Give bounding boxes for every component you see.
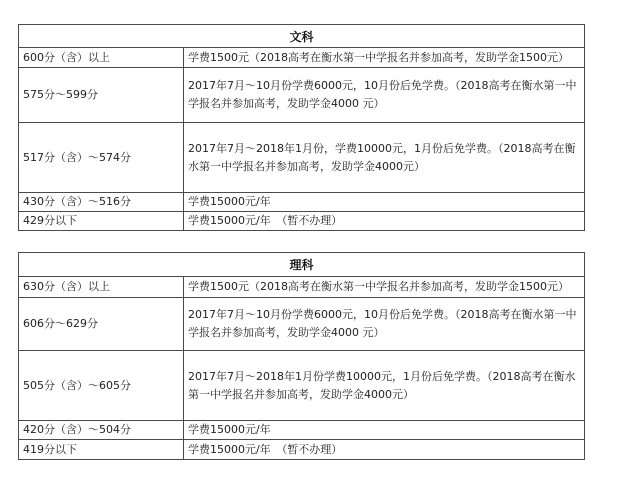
science-fee-table bbox=[18, 252, 585, 460]
fee-line: 学报名并参加高考，发助学金4000 元） bbox=[188, 97, 385, 110]
fee-cell bbox=[184, 298, 585, 351]
table-row bbox=[19, 351, 585, 421]
score-range-cell: 505分（含）～605分 bbox=[19, 351, 184, 421]
fee-cell bbox=[184, 277, 585, 298]
fee-cell bbox=[184, 193, 585, 212]
fee-line: 学费15000元/年 bbox=[188, 423, 271, 436]
fee-line: 水第一中学报名并参加高考，发助学金4000元） bbox=[188, 159, 425, 173]
fee-cell bbox=[184, 351, 585, 421]
score-range-cell: 429分以下 bbox=[19, 212, 184, 231]
table-row bbox=[19, 212, 585, 231]
score-range-cell: 419分以下 bbox=[19, 440, 184, 460]
fee-line: 学费15000元/年 bbox=[188, 195, 271, 208]
table-row bbox=[19, 48, 585, 68]
table-header-row bbox=[19, 253, 585, 277]
fee-line: 2017年7月～10月份学费6000元，10月份后免学费。（2018高考在衡水第一中 bbox=[188, 308, 577, 321]
table-title: 文科 bbox=[19, 25, 585, 48]
fee-line: 学费15000元/年 （暂不办理） bbox=[188, 214, 343, 227]
fee-cell bbox=[184, 68, 585, 123]
fee-table bbox=[18, 24, 585, 231]
fee-line: 学费15000元/年 （暂不办理） bbox=[188, 442, 343, 456]
fee-line: 2017年7月～10月份学费6000元，10月份后免学费。（2018高考在衡水第一中 bbox=[188, 79, 577, 92]
table-row bbox=[19, 277, 585, 298]
fee-line: 2017年7月～2018年1月份，学费10000元，1月份后免学费。（2018高考在衡 bbox=[188, 141, 576, 155]
score-range-cell: 420分（含）～504分 bbox=[19, 421, 184, 440]
fee-table bbox=[18, 252, 585, 460]
table-row bbox=[19, 421, 585, 440]
fee-cell bbox=[184, 212, 585, 231]
liberal-arts-fee-table bbox=[18, 24, 585, 231]
table-row bbox=[19, 68, 585, 123]
fee-line: 学费1500元（2018高考在衡水第一中学报名并参加高考，发助学金1500元） bbox=[188, 50, 569, 64]
table-row bbox=[19, 193, 585, 212]
table-header-row bbox=[19, 25, 585, 48]
fee-cell bbox=[184, 440, 585, 460]
score-range-cell: 430分（含）～516分 bbox=[19, 193, 184, 212]
table-row bbox=[19, 298, 585, 351]
fee-cell bbox=[184, 123, 585, 193]
score-range-cell: 517分（含）～574分 bbox=[19, 123, 184, 193]
score-range-cell: 606分～629分 bbox=[19, 298, 184, 351]
fee-line: 学报名并参加高考，发助学金4000 元） bbox=[188, 326, 385, 339]
table-row bbox=[19, 123, 585, 193]
fee-cell bbox=[184, 48, 585, 68]
fee-line: 2017年7月～2018年1月份学费10000元，1月份后免学费。（2018高考在衡水 bbox=[188, 369, 576, 383]
fee-line: 学费1500元（2018高考在衡水第一中学报名并参加高考，发助学金1500元） bbox=[188, 280, 569, 293]
table-row bbox=[19, 440, 585, 460]
fee-cell bbox=[184, 421, 585, 440]
score-range-cell: 600分（含）以上 bbox=[19, 48, 184, 68]
table-title: 理科 bbox=[19, 253, 585, 277]
score-range-cell: 630分（含）以上 bbox=[19, 277, 184, 298]
score-range-cell: 575分～599分 bbox=[19, 68, 184, 123]
fee-line: 第一中学报名并参加高考，发助学金4000元） bbox=[188, 387, 414, 401]
